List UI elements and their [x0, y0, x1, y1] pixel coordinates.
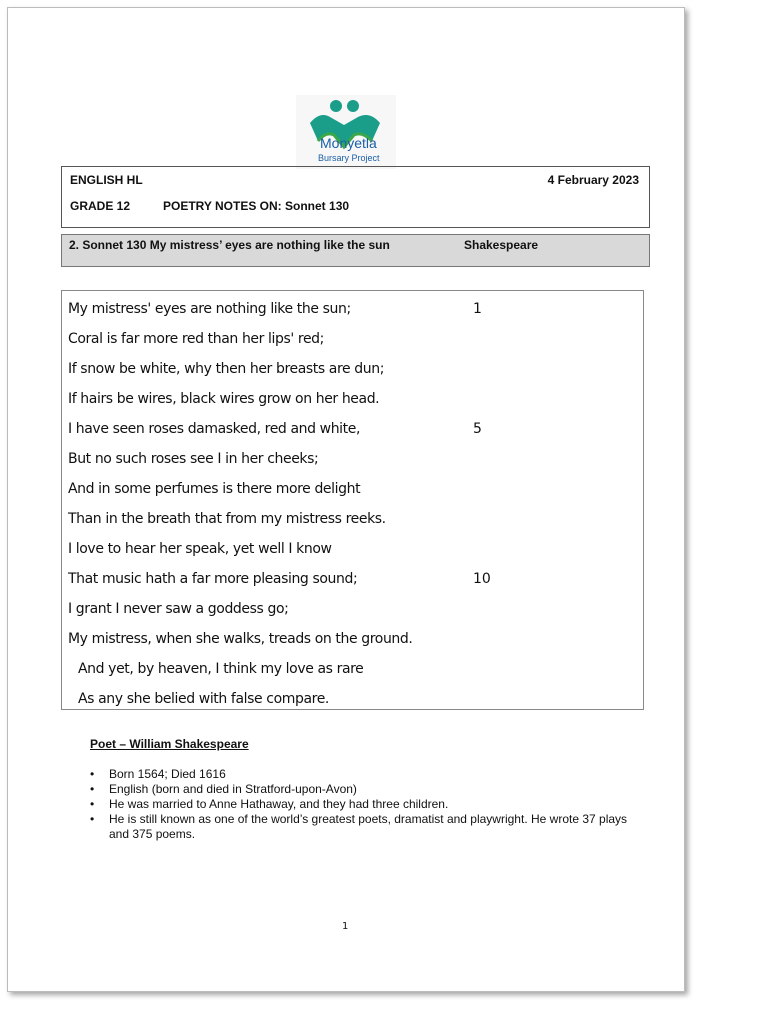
poem-line: And in some perfumes is there more delight	[68, 481, 361, 497]
poet-fact-item: • He is still known as one of the world’s greatest poets, dramatist and playwright. He wrote 37 plays and 375 poems.	[88, 812, 648, 842]
poem-box	[61, 290, 644, 710]
poem-line: My mistress, when she walks, treads on the ground.	[68, 631, 413, 647]
poem-line: I grant I never saw a goddess go;	[68, 601, 289, 617]
page-number: 1	[342, 921, 349, 932]
poet-fact-item: • Born 1564; Died 1616	[88, 767, 648, 782]
logo-tagline: Bursary Project	[318, 153, 380, 163]
line-number: 5	[473, 421, 482, 437]
date-label: 4 February 2023	[547, 173, 639, 187]
poem-line: I love to hear her speak, yet well I know	[68, 541, 332, 557]
line-number: 10	[473, 571, 491, 587]
poem-line: And yet, by heaven, I think my love as rare	[78, 661, 364, 677]
poem-line: If snow be white, why then her breasts are dun;	[68, 361, 385, 377]
poem-line: If hairs be wires, black wires grow on her head.	[68, 391, 380, 407]
poem-line: Than in the breath that from my mistress reeks.	[68, 511, 386, 527]
header-box	[61, 166, 650, 228]
poem-line: As any she belied with false compare.	[78, 691, 329, 707]
poem-line: But no such roses see I in her cheeks;	[68, 451, 319, 467]
poet-facts-list	[88, 767, 648, 842]
poem-line: I have seen roses damasked, red and white,	[68, 421, 361, 437]
poem-line: That music hath a far more pleasing sound;	[68, 571, 358, 587]
poem-line: My mistress' eyes are nothing like the sun;	[68, 301, 351, 317]
notes-on-label: POETRY NOTES ON: Sonnet 130	[163, 199, 350, 213]
poem-line: Coral is far more red than her lips' red;	[68, 331, 324, 347]
poet-heading: Poet – William Shakespeare	[90, 737, 249, 751]
poet-fact-item: • He was married to Anne Hathaway, and they had three children.	[88, 797, 648, 812]
subject-label: ENGLISH HL	[70, 173, 143, 187]
monyetla-logo	[296, 95, 396, 169]
poet-name: Shakespeare	[464, 238, 539, 252]
poem-title: 2. Sonnet 130 My mistress’ eyes are nothing like the sun	[69, 238, 390, 252]
document-page	[7, 7, 685, 992]
line-number: 1	[473, 301, 482, 317]
poet-fact-item: • English (born and died in Stratford-upon-Avon)	[88, 782, 648, 797]
logo-name: Monyetla	[320, 135, 377, 151]
grade-label: GRADE 12	[70, 199, 131, 213]
poem-title-bar	[61, 234, 650, 267]
